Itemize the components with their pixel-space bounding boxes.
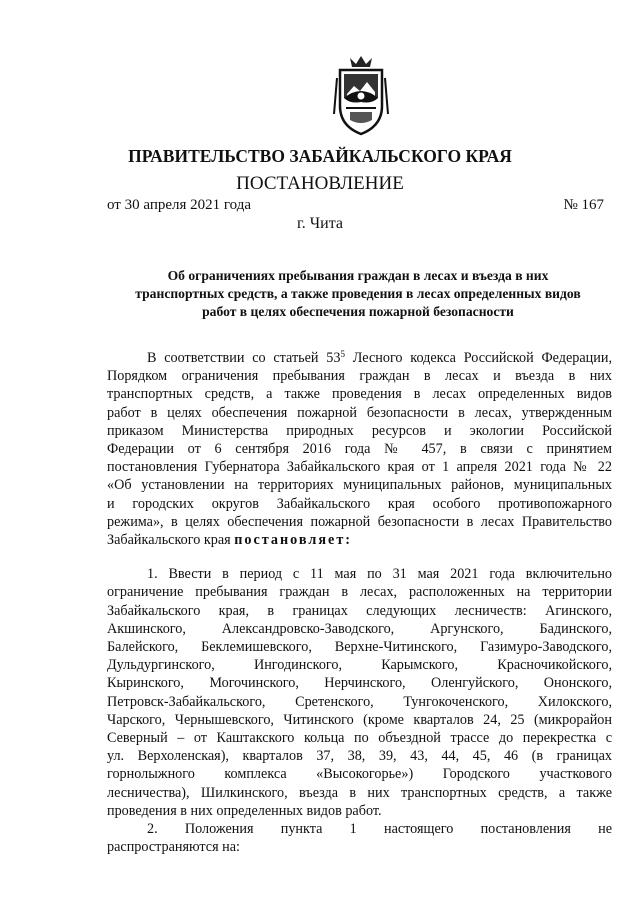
text-line: работ в целях обеспечения пожарной безопасности в лесах, утвержденным <box>107 404 612 421</box>
text-line: Балейского, Беклемишевского, Верхне-Читинского, Газимуро-Заводского, <box>107 639 612 656</box>
text-line: «Об установлении на территориях муниципальных районов, муниципальных <box>107 477 612 494</box>
coat-of-arms-emblem <box>332 54 390 138</box>
text-line: горнолыжного комплекса «Высокогорье») Городского участкового <box>107 766 612 783</box>
text-line: 1. Ввести в период с 11 мая по 31 мая 2021 года включительно <box>147 566 612 583</box>
preamble-start: В соответствии со статьей 53 <box>147 350 341 366</box>
text-line: Акшинского, Александровско-Заводского, Аргунского, Бадинского, <box>107 620 612 637</box>
text-line: Кыринского, Могочинского, Нерчинского, Оленгуйского, Ононского, <box>107 675 612 692</box>
text-line: постановления Губернатора Забайкальского края от 1 апреля 2021 года № 22 <box>107 459 612 476</box>
text-line: проведения в них определенных видов работ. <box>107 802 382 819</box>
preamble-first-line <box>107 349 612 367</box>
text-line: Чарского, Чернышевского, Читинского (кроме кварталов 24, 25 (микрорайон <box>107 711 612 728</box>
organization-name: ПРАВИТЕЛЬСТВО ЗАБАЙКАЛЬСКОГО КРАЯ <box>128 146 512 166</box>
preamble-start-rest: Лесного кодекса Российской Федерации, <box>345 350 612 366</box>
text-line: Забайкальского края, в границах следующих лесничеств: Агинского, <box>107 602 612 619</box>
text-line: 2. Положения пункта 1 настоящего постановления не <box>147 821 612 838</box>
text-line: режима», в целях обеспечения пожарной безопасности в лесах Правительство <box>107 513 612 530</box>
title-line: Об ограничениях пребывания граждан в лесах и въезда в них <box>167 268 549 283</box>
text-line: ограничение пребывания граждан в лесах, расположенных на территории <box>107 584 612 601</box>
resolves-word: постановляет: <box>234 532 353 549</box>
text-line: Федерации от 6 сентября 2016 года № 457, в связи с принятием <box>107 441 612 458</box>
preamble-final-line <box>107 531 612 549</box>
document-body <box>107 349 612 856</box>
text-line: лесничества), Шилкинского, въезда в них транспортных средств, а также <box>107 784 612 801</box>
text-line: Дульдургинского, Ингодинского, Карымского, Красночикойского, <box>107 657 612 674</box>
title-line: транспортных средств, а также проведения в лесах определенных видов <box>135 286 581 301</box>
document-type: ПОСТАНОВЛЕНИЕ <box>236 173 404 194</box>
document-date: от 30 апреля 2021 года <box>107 197 252 213</box>
document-title <box>108 267 608 321</box>
text-line: приказом Министерства природных ресурсов и экологии Российской <box>107 422 612 439</box>
text-line: транспортных средств, а также проведения в лесах определенных видов <box>107 386 612 403</box>
text-line: распространяются на: <box>107 839 240 856</box>
item-2-paragraph <box>107 820 612 856</box>
item-1-paragraph <box>107 565 612 820</box>
text-line: Петровск-Забайкальского, Сретенского, Тунгокоченского, Хилокского, <box>107 693 612 710</box>
title-line: работ в целях обеспечения пожарной безопасности <box>202 304 514 319</box>
text-line: Северный – от Каштакского кольца по объездной трассе до перекрестка с <box>107 730 612 747</box>
article-superscript: 5 <box>340 349 345 359</box>
preamble-final-prefix: Забайкальского края <box>107 532 235 549</box>
text-line: ул. Верхоленская), кварталов 37, 38, 39, 43, 44, 45, 46 (в границах <box>107 748 612 765</box>
document-number: № 167 <box>563 197 604 213</box>
text-line: Порядком ограничения пребывания граждан в лесах и въезда в них <box>107 368 612 385</box>
document-city: г. Чита <box>296 215 343 232</box>
text-line: и городских округов Забайкальского края особого противопожарного <box>107 495 612 512</box>
preamble-paragraph <box>107 349 612 549</box>
